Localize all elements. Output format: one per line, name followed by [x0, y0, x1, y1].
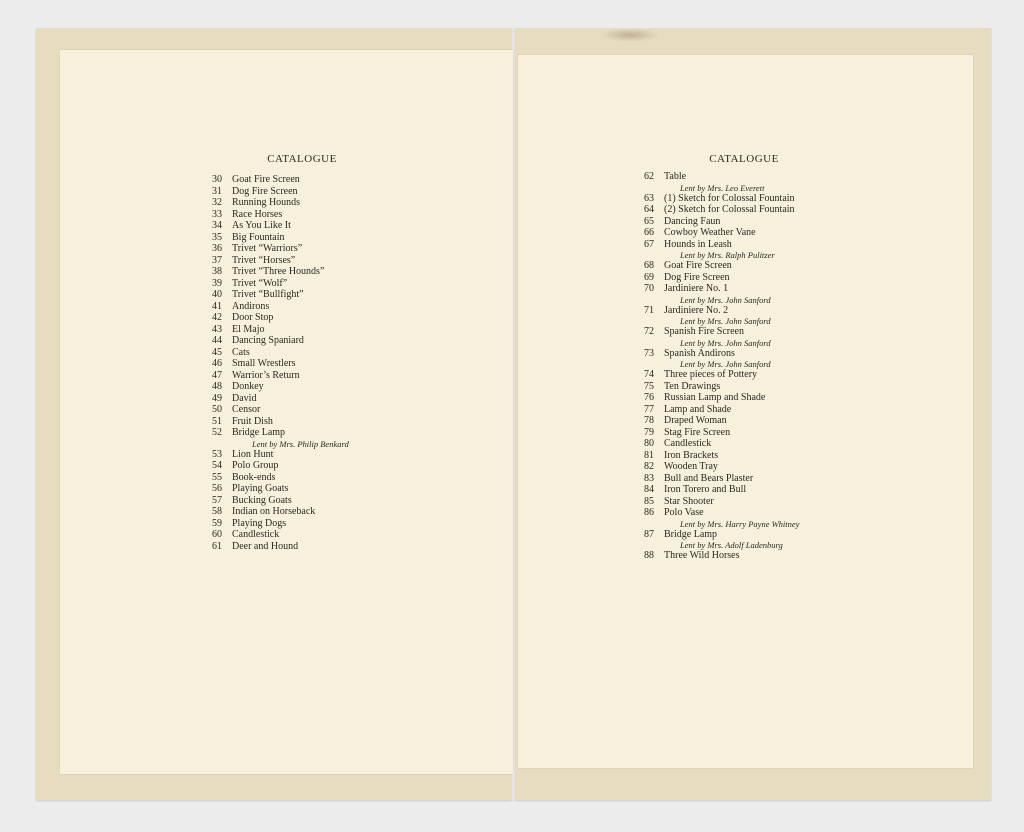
- catalogue-item-row: [632, 550, 799, 562]
- item-number: 69: [644, 271, 654, 283]
- item-title: Goat Fire Screen: [232, 174, 300, 185]
- catalogue-entry: [632, 496, 799, 508]
- catalogue-item-row: [200, 416, 349, 428]
- catalogue-item-row: [200, 278, 349, 290]
- item-title: Donkey: [232, 381, 264, 392]
- catalogue-item-row: [632, 507, 799, 519]
- catalogue-entry: [632, 529, 799, 551]
- catalogue-item-row: [632, 260, 799, 272]
- item-title: Lamp and Shade: [664, 403, 732, 415]
- item-number: 58: [212, 506, 222, 517]
- item-title: Trivet “Horses”: [232, 254, 296, 266]
- catalogue-entry: [632, 272, 799, 284]
- item-title: Draped Woman: [664, 415, 727, 426]
- item-title: Big Fountain: [232, 231, 285, 243]
- item-number: 78: [644, 415, 654, 426]
- item-number: 36: [212, 243, 222, 254]
- catalogue-item-row: [632, 305, 799, 317]
- catalogue-entry: [632, 461, 799, 473]
- item-number: 33: [212, 208, 222, 220]
- catalogue-entry: [200, 518, 349, 530]
- catalogue-entry: [632, 305, 799, 327]
- catalogue-entry: [632, 484, 799, 496]
- catalogue-entry: [200, 370, 349, 382]
- catalogue-entry: [632, 171, 799, 193]
- item-title: Book-ends: [232, 471, 276, 483]
- catalogue-entry: [632, 239, 799, 261]
- item-title: Dog Fire Screen: [232, 185, 298, 197]
- item-number: 38: [212, 266, 222, 277]
- catalogue-entry: [632, 415, 799, 427]
- item-number: 37: [212, 254, 222, 266]
- catalogue-entry: [200, 347, 349, 359]
- catalogue-entry: [200, 324, 349, 336]
- item-number: 43: [212, 323, 222, 335]
- lender-credit: Lent by Mrs. John Sanford: [680, 337, 771, 348]
- item-title: Candlestick: [232, 529, 280, 540]
- item-number: 39: [212, 277, 222, 289]
- catalogue-entry: [632, 348, 799, 370]
- item-title: Ten Drawings: [664, 380, 721, 392]
- item-number: 67: [644, 238, 654, 250]
- item-number: 83: [644, 472, 654, 484]
- item-number: 35: [212, 231, 222, 243]
- catalogue-item-row: [200, 460, 349, 472]
- item-number: 56: [212, 483, 222, 494]
- item-title: (2) Sketch for Colossal Fountain: [664, 204, 795, 215]
- catalogue-entry: [200, 186, 349, 198]
- lender-credit: Lent by Mrs. Adolf Ladenburg: [680, 540, 783, 550]
- item-number: 48: [212, 381, 222, 392]
- item-number: 80: [644, 438, 654, 449]
- item-number: 79: [644, 426, 654, 438]
- catalogue-item-row: [632, 326, 799, 338]
- item-number: 66: [644, 227, 654, 238]
- item-number: 81: [644, 449, 654, 461]
- item-number: 30: [212, 174, 222, 185]
- catalogue-item-row: [632, 272, 799, 284]
- catalogue-item-row: [632, 415, 799, 427]
- catalogue-entry: [200, 529, 349, 541]
- item-title: Wooden Tray: [664, 461, 718, 472]
- catalogue-item-row: [632, 283, 799, 295]
- item-title: Warrior’s Return: [232, 369, 300, 381]
- item-title: Star Shooter: [664, 495, 714, 507]
- item-number: 31: [212, 185, 222, 197]
- catalogue-entry: [200, 427, 349, 449]
- item-title: Trivet “Bullfight”: [232, 289, 304, 300]
- catalogue-item-row: [200, 483, 349, 495]
- catalogue-item-row: [200, 518, 349, 530]
- item-number: 51: [212, 415, 222, 427]
- catalogue-item-row: [200, 449, 349, 461]
- item-number: 86: [644, 507, 654, 518]
- item-title: Table: [664, 171, 687, 182]
- item-title: Iron Torero and Bull: [664, 484, 747, 495]
- item-title: Bridge Lamp: [232, 427, 286, 438]
- item-number: 63: [644, 192, 654, 204]
- item-title: Polo Vase: [664, 507, 704, 518]
- item-number: 71: [644, 304, 654, 316]
- catalogue-entry: [200, 278, 349, 290]
- catalogue-entry: [200, 209, 349, 221]
- catalogue-item-row: [632, 171, 799, 183]
- item-number: 45: [212, 346, 222, 358]
- catalogue-entry: [200, 197, 349, 209]
- catalogue-item-row: [632, 381, 799, 393]
- item-title: Deer and Hound: [232, 540, 299, 552]
- item-number: 75: [644, 380, 654, 392]
- catalogue-entry: [632, 550, 799, 562]
- catalogue-item-row: [200, 186, 349, 198]
- lender-credit: Lent by Mrs. Harry Payne Whitney: [680, 518, 800, 529]
- item-title: (1) Sketch for Colossal Fountain: [664, 192, 795, 204]
- catalogue-item-row: [632, 461, 799, 473]
- item-title: Dancing Spaniard: [232, 335, 304, 346]
- item-title: Russian Lamp and Shade: [664, 392, 766, 403]
- catalogue-item-row: [200, 197, 349, 209]
- item-title: Cats: [232, 346, 250, 358]
- catalogue-item-row: [200, 541, 349, 553]
- item-title: David: [232, 392, 257, 404]
- catalogue-item-row: [632, 369, 799, 381]
- item-number: 55: [212, 471, 222, 483]
- item-title: Bull and Bears Plaster: [664, 472, 754, 484]
- catalogue-item-row: [632, 216, 799, 228]
- item-number: 72: [644, 326, 654, 337]
- catalogue-item-row: [200, 174, 349, 186]
- catalogue-item-row: [200, 506, 349, 518]
- catalogue-entry: [200, 232, 349, 244]
- item-title: Fruit Dish: [232, 415, 273, 427]
- catalogue-entry: [632, 473, 799, 485]
- item-number: 41: [212, 300, 222, 312]
- catalogue-entry: [632, 507, 799, 529]
- catalogue-item-row: [632, 427, 799, 439]
- catalogue-item-row: [632, 392, 799, 404]
- item-number: 68: [644, 260, 654, 271]
- item-title: As You Like It: [232, 220, 291, 231]
- catalogue-entry: [200, 174, 349, 186]
- catalogue-entry: [200, 483, 349, 495]
- item-number: 65: [644, 215, 654, 227]
- lender-credit: Lent by Mrs. Ralph Pulitzer: [680, 250, 775, 260]
- item-number: 53: [212, 448, 222, 460]
- catalogue-item-row: [200, 289, 349, 301]
- catalogue-entry: [200, 266, 349, 278]
- item-title: Polo Group: [232, 460, 279, 471]
- catalogue-entry: [200, 358, 349, 370]
- catalogue-item-row: [200, 209, 349, 221]
- catalogue-item-row: [200, 347, 349, 359]
- item-number: 54: [212, 460, 222, 471]
- item-number: 84: [644, 484, 654, 495]
- catalogue-entry: [200, 243, 349, 255]
- catalogue-item-row: [200, 529, 349, 541]
- catalogue-entry: [200, 381, 349, 393]
- item-title: Stag Fire Screen: [664, 426, 731, 438]
- item-title: Dancing Faun: [664, 215, 721, 227]
- catalogue-item-row: [200, 232, 349, 244]
- page-title: CATALOGUE: [709, 153, 779, 165]
- item-title: Playing Dogs: [232, 517, 287, 529]
- item-title: Indian on Horseback: [232, 506, 316, 517]
- catalogue-item-row: [632, 450, 799, 462]
- item-title: Small Wrestlers: [232, 358, 296, 369]
- catalogue-item-row: [200, 472, 349, 484]
- item-title: Jardiniere No. 1: [664, 283, 729, 294]
- catalogue-entry: [200, 335, 349, 347]
- item-number: 87: [644, 528, 654, 540]
- catalogue-entry: [200, 255, 349, 267]
- item-title: Bridge Lamp: [664, 528, 718, 540]
- catalogue-entry: [200, 404, 349, 416]
- item-title: Bucking Goats: [232, 494, 292, 506]
- catalogue-entry: [632, 216, 799, 228]
- catalogue-entry: [200, 393, 349, 405]
- catalogue-item-row: [200, 335, 349, 347]
- item-number: 52: [212, 427, 222, 438]
- catalogue-entry: [200, 289, 349, 301]
- lender-credit: Lent by Mrs. John Sanford: [680, 359, 771, 369]
- catalogue-entry: [200, 301, 349, 313]
- item-title: Goat Fire Screen: [664, 260, 732, 271]
- item-title: Trivet “Warriors”: [232, 243, 303, 254]
- item-title: Spanish Andirons: [664, 347, 735, 359]
- lender-credit: Lent by Mrs. Philip Benkard: [252, 438, 349, 449]
- catalogue-entry: [632, 369, 799, 381]
- item-number: 44: [212, 335, 222, 346]
- page-title: CATALOGUE: [267, 153, 337, 165]
- item-number: 74: [644, 369, 654, 380]
- catalogue-item-row: [200, 370, 349, 382]
- catalogue-item-row: [200, 324, 349, 336]
- catalogue-entry: [632, 326, 799, 348]
- catalogue-entry: [632, 427, 799, 439]
- catalogue-item-row: [200, 358, 349, 370]
- catalogue-entry: [200, 220, 349, 232]
- item-title: El Majo: [232, 323, 265, 335]
- catalogue-entry: [200, 506, 349, 518]
- item-title: Andirons: [232, 300, 270, 312]
- item-number: 77: [644, 403, 654, 415]
- catalogue-item-row: [200, 301, 349, 313]
- catalogue-entry: [200, 312, 349, 324]
- lender-credit: Lent by Mrs. Leo Everett: [680, 182, 765, 193]
- item-title: Playing Goats: [232, 483, 289, 494]
- catalogue-entry: [200, 449, 349, 461]
- catalogue-item-row: [632, 404, 799, 416]
- catalogue-item-row: [632, 473, 799, 485]
- item-number: 70: [644, 283, 654, 294]
- item-number: 57: [212, 494, 222, 506]
- item-title: Trivet “Wolf”: [232, 277, 288, 289]
- item-title: Dog Fire Screen: [664, 271, 730, 283]
- catalogue-entry: [632, 227, 799, 239]
- item-title: Candlestick: [664, 438, 712, 449]
- catalogue-entry: [632, 404, 799, 416]
- catalogue-item-row: [200, 255, 349, 267]
- catalogue-entry: [632, 381, 799, 393]
- catalogue-entry: [632, 450, 799, 462]
- catalogue-entry: [632, 204, 799, 216]
- catalogue-entry: [200, 541, 349, 553]
- catalogue-item-row: [200, 404, 349, 416]
- item-number: 76: [644, 392, 654, 403]
- item-number: 64: [644, 204, 654, 215]
- lender-credit: Lent by Mrs. John Sanford: [680, 316, 771, 326]
- item-title: Spanish Fire Screen: [664, 326, 744, 337]
- catalogue-entry: [200, 472, 349, 484]
- catalogue-item-row: [632, 227, 799, 239]
- catalogue-item-row: [632, 529, 799, 541]
- left-page: [60, 50, 513, 774]
- catalogue-item-row: [200, 495, 349, 507]
- item-number: 61: [212, 540, 222, 552]
- item-number: 47: [212, 369, 222, 381]
- catalogue-item-row: [632, 193, 799, 205]
- catalogue-list-left: [200, 174, 349, 552]
- item-number: 40: [212, 289, 222, 300]
- catalogue-entry: [632, 438, 799, 450]
- item-title: Iron Brackets: [664, 449, 719, 461]
- item-number: 82: [644, 461, 654, 472]
- item-number: 42: [212, 312, 222, 323]
- item-title: Running Hounds: [232, 197, 301, 208]
- item-title: Censor: [232, 404, 261, 415]
- catalogue-entry: [200, 416, 349, 428]
- catalogue-entry: [632, 193, 799, 205]
- item-number: 49: [212, 392, 222, 404]
- catalogue-entry: [632, 392, 799, 404]
- catalogue-item-row: [200, 220, 349, 232]
- item-title: Jardiniere No. 2: [664, 304, 729, 316]
- catalogue-item-row: [632, 496, 799, 508]
- catalogue-item-row: [632, 438, 799, 450]
- item-title: Race Horses: [232, 208, 283, 220]
- catalogue-entry: [632, 283, 799, 305]
- catalogue-entry: [632, 260, 799, 272]
- item-number: 73: [644, 347, 654, 359]
- item-title: Cowboy Weather Vane: [664, 227, 756, 238]
- lender-credit: Lent by Mrs. John Sanford: [680, 294, 771, 305]
- item-title: Three pieces of Pottery: [664, 369, 758, 380]
- item-title: Three Wild Horses: [664, 550, 740, 561]
- item-number: 88: [644, 550, 654, 561]
- item-number: 50: [212, 404, 222, 415]
- item-title: Hounds in Leash: [664, 238, 732, 250]
- item-number: 32: [212, 197, 222, 208]
- catalogue-entry: [200, 495, 349, 507]
- item-number: 62: [644, 171, 654, 182]
- item-number: 85: [644, 495, 654, 507]
- item-title: Lion Hunt: [232, 448, 274, 460]
- catalogue-item-row: [632, 484, 799, 496]
- item-title: Trivet “Three Hounds”: [232, 266, 325, 277]
- catalogue-item-row: [632, 348, 799, 360]
- catalogue-item-row: [200, 393, 349, 405]
- item-number: 46: [212, 358, 222, 369]
- item-number: 60: [212, 529, 222, 540]
- catalogue-item-row: [200, 243, 349, 255]
- catalogue-item-row: [200, 427, 349, 439]
- item-number: 59: [212, 517, 222, 529]
- item-number: 34: [212, 220, 222, 231]
- right-page: [518, 55, 973, 768]
- catalogue-item-row: [200, 381, 349, 393]
- catalogue-list-right: [632, 171, 799, 562]
- catalogue-item-row: [200, 266, 349, 278]
- catalogue-entry: [200, 460, 349, 472]
- catalogue-item-row: [632, 239, 799, 251]
- catalogue-item-row: [632, 204, 799, 216]
- item-title: Door Stop: [232, 312, 274, 323]
- catalogue-item-row: [200, 312, 349, 324]
